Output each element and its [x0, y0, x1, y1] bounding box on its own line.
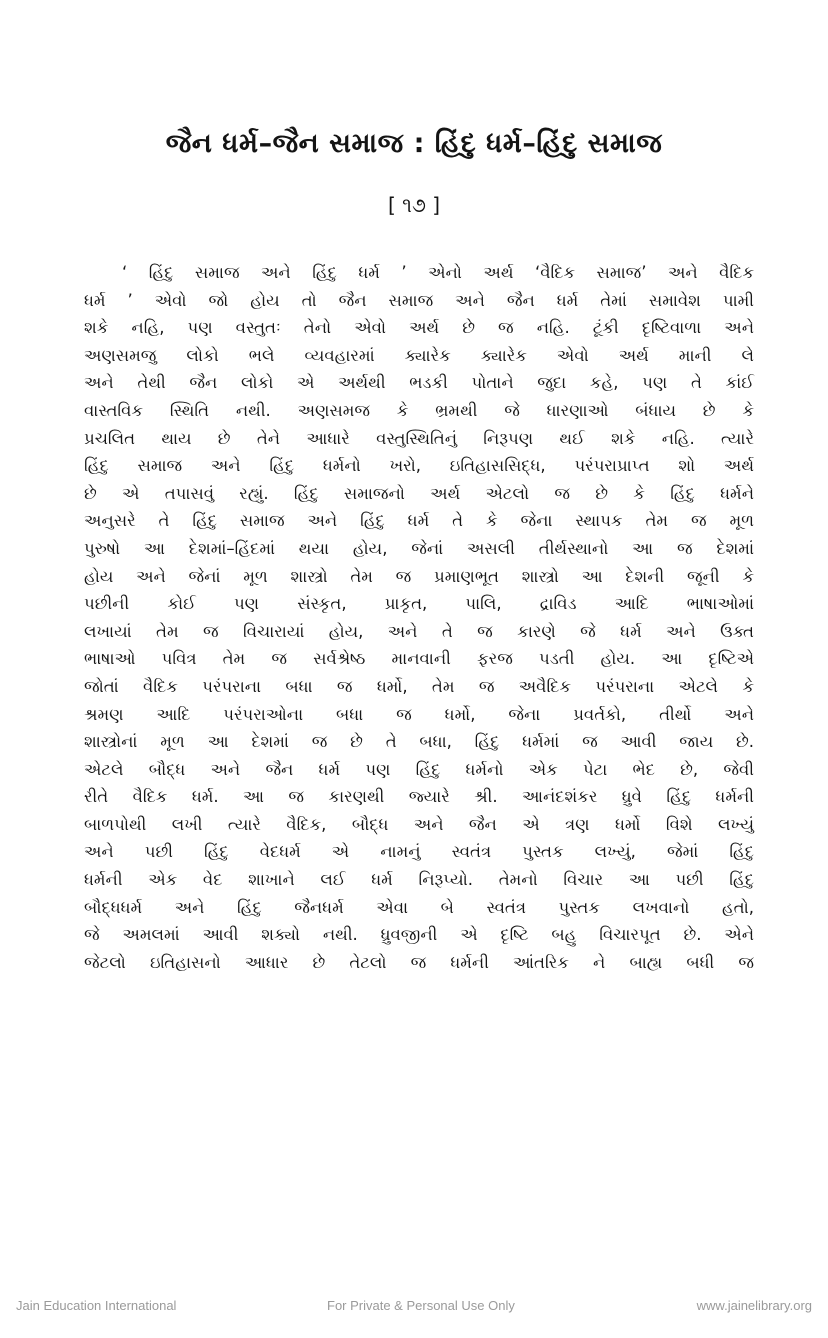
text-line: ‘ હિંદુ સમાજ અને હિંદુ ધર્મ ’ એનો અર્થ ‘વૈદિક સમાજ’ અને વૈદિક	[122, 263, 754, 282]
body-paragraph	[84, 259, 754, 976]
text-line: લખાયાં તેમ જ વિચારાયાં હોય, અને તે જ કારણે જે ધર્મ અને ઉક્ત	[84, 621, 754, 641]
page-number: [ ૧૭ ]	[387, 193, 441, 217]
text-line: અને તેથી જૈન લોકો એ અર્થથી ભડકી પોતાને જુદા કહે, પણ તે કાંઈ	[84, 373, 754, 393]
text-line: ધર્મની એક વેદ શાખાને લઈ ધર્મ નિરૂપ્યો. તેમનો વિચાર આ પછી હિંદુ	[84, 870, 754, 890]
text-line: વાસ્તવિક સ્થિતિ નથી. અણસમજ કે ભ્રમથી જે ધારણાઓ બંધાય છે કે	[84, 400, 754, 420]
text-line: હિંદુ સમાજ અને હિંદુ ધર્મનો ખરો, ઇતિહાસસિદ્ધ, પરંપરાપ્રાપ્ત શો અર્થ	[84, 456, 754, 476]
footer-usage-notice: For Private & Personal Use Only	[327, 1298, 515, 1313]
footer-website: www.jainelibrary.org	[696, 1298, 812, 1313]
text-line: શ્રમણ આદિ પરંપરાઓના બધા જ ધર્મો, જેના પ્રવર્તકો, તીર્થો અને	[84, 704, 754, 724]
footer-publisher: Jain Education International	[16, 1298, 177, 1313]
text-line: જેટલો ઇતિહાસનો આધાર છે તેટલો જ ધર્મની આંતરિક ને બાહ્ય બધી જ	[84, 952, 754, 972]
text-line: ભાષાઓ પવિત્ર તેમ જ સર્વશ્રેષ્ઠ માનવાની ફરજ પડતી હોય. આ દૃષ્ટિએ	[84, 649, 754, 669]
text-line: શકે નહિ, પણ વસ્તુતઃ તેનો એવો અર્થ છે જ નહિ. ટૂંકી દૃષ્ટિવાળા અને	[84, 318, 754, 338]
text-line: અને પછી હિંદુ વેદધર્મ એ નામનું સ્વતંત્ર પુસ્તક લખ્યું, જેમાં હિંદુ	[84, 842, 754, 862]
text-line: શાસ્ત્રોનાં મૂળ આ દેશમાં જ છે તે બધા, હિંદુ ધર્મમાં જ આવી જાય છે.	[84, 732, 754, 752]
text-line: જે અમલમાં આવી શક્યો નથી. ધ્રુવજીની એ દૃષ્ટિ બહુ વિચારપૂત છે. એને	[84, 925, 754, 945]
text-line: અનુસરે તે હિંદુ સમાજ અને હિંદુ ધર્મ તે કે જેના સ્થાપક તેમ જ મૂળ	[84, 511, 754, 531]
text-line: પુરુષો આ દેશમાં–હિંદમાં થયા હોય, જેનાં અસલી તીર્થસ્થાનો આ જ દેશમાં	[84, 538, 754, 558]
text-line: ધર્મ ’ એવો જો હોય તો જૈન સમાજ અને જૈન ધર્મ તેમાં સમાવેશ પામી	[84, 290, 754, 310]
text-line: છે એ તપાસવું રહ્યું. હિંદુ સમાજનો અર્થ એટલો જ છે કે હિંદુ ધર્મને	[84, 483, 754, 503]
text-line: બાળપોથી લખી ત્યારે વૈદિક, બૌદ્ધ અને જૈન એ ત્રણ ધર્મો વિશે લખ્યું	[84, 814, 754, 834]
text-line: અણસમજુ લોકો ભલે વ્યવહારમાં ક્યારેક ક્યારેક એવો અર્થ માની લે	[84, 345, 754, 365]
page-footer	[0, 1298, 828, 1318]
text-line: હોય અને જેનાં મૂળ શાસ્ત્રો તેમ જ પ્રમાણભૂત શાસ્ત્રો આ દેશની જૂની કે	[84, 566, 754, 586]
text-line: પછીની કોઈ પણ સંસ્કૃત, પ્રાકૃત, પાલિ, દ્રાવિડ આદિ ભાષાઓમાં	[84, 594, 754, 614]
text-line: રીતે વૈદિક ધર્મ. આ જ કારણથી જ્યારે શ્રી. આનંદશંકર ધ્રુવે હિંદુ ધર્મની	[84, 787, 754, 807]
text-line: પ્રચલિત થાય છે તેને આધારે વસ્તુસ્થિતિનું નિરૂપણ થઈ શકે નહિ. ત્યારે	[84, 428, 754, 448]
text-line: એટલે બૌદ્ધ અને જૈન ધર્મ પણ હિંદુ ધર્મનો એક પેટા ભેદ છે, જેવી	[84, 759, 754, 779]
text-line: જોતાં વૈદિક પરંપરાના બધા જ ધર્મો, તેમ જ અવૈદિક પરંપરાના એટલે કે	[84, 676, 754, 696]
text-line: બૌદ્ધધર્મ અને હિંદુ જૈનધર્મ એવા બે સ્વતંત્ર પુસ્તક લખવાનો હતો,	[84, 897, 754, 917]
page-title: જૈન ધર્મ–જૈન સમાજ : હિંદુ ધર્મ–હિંદુ સમાજ	[165, 128, 663, 159]
